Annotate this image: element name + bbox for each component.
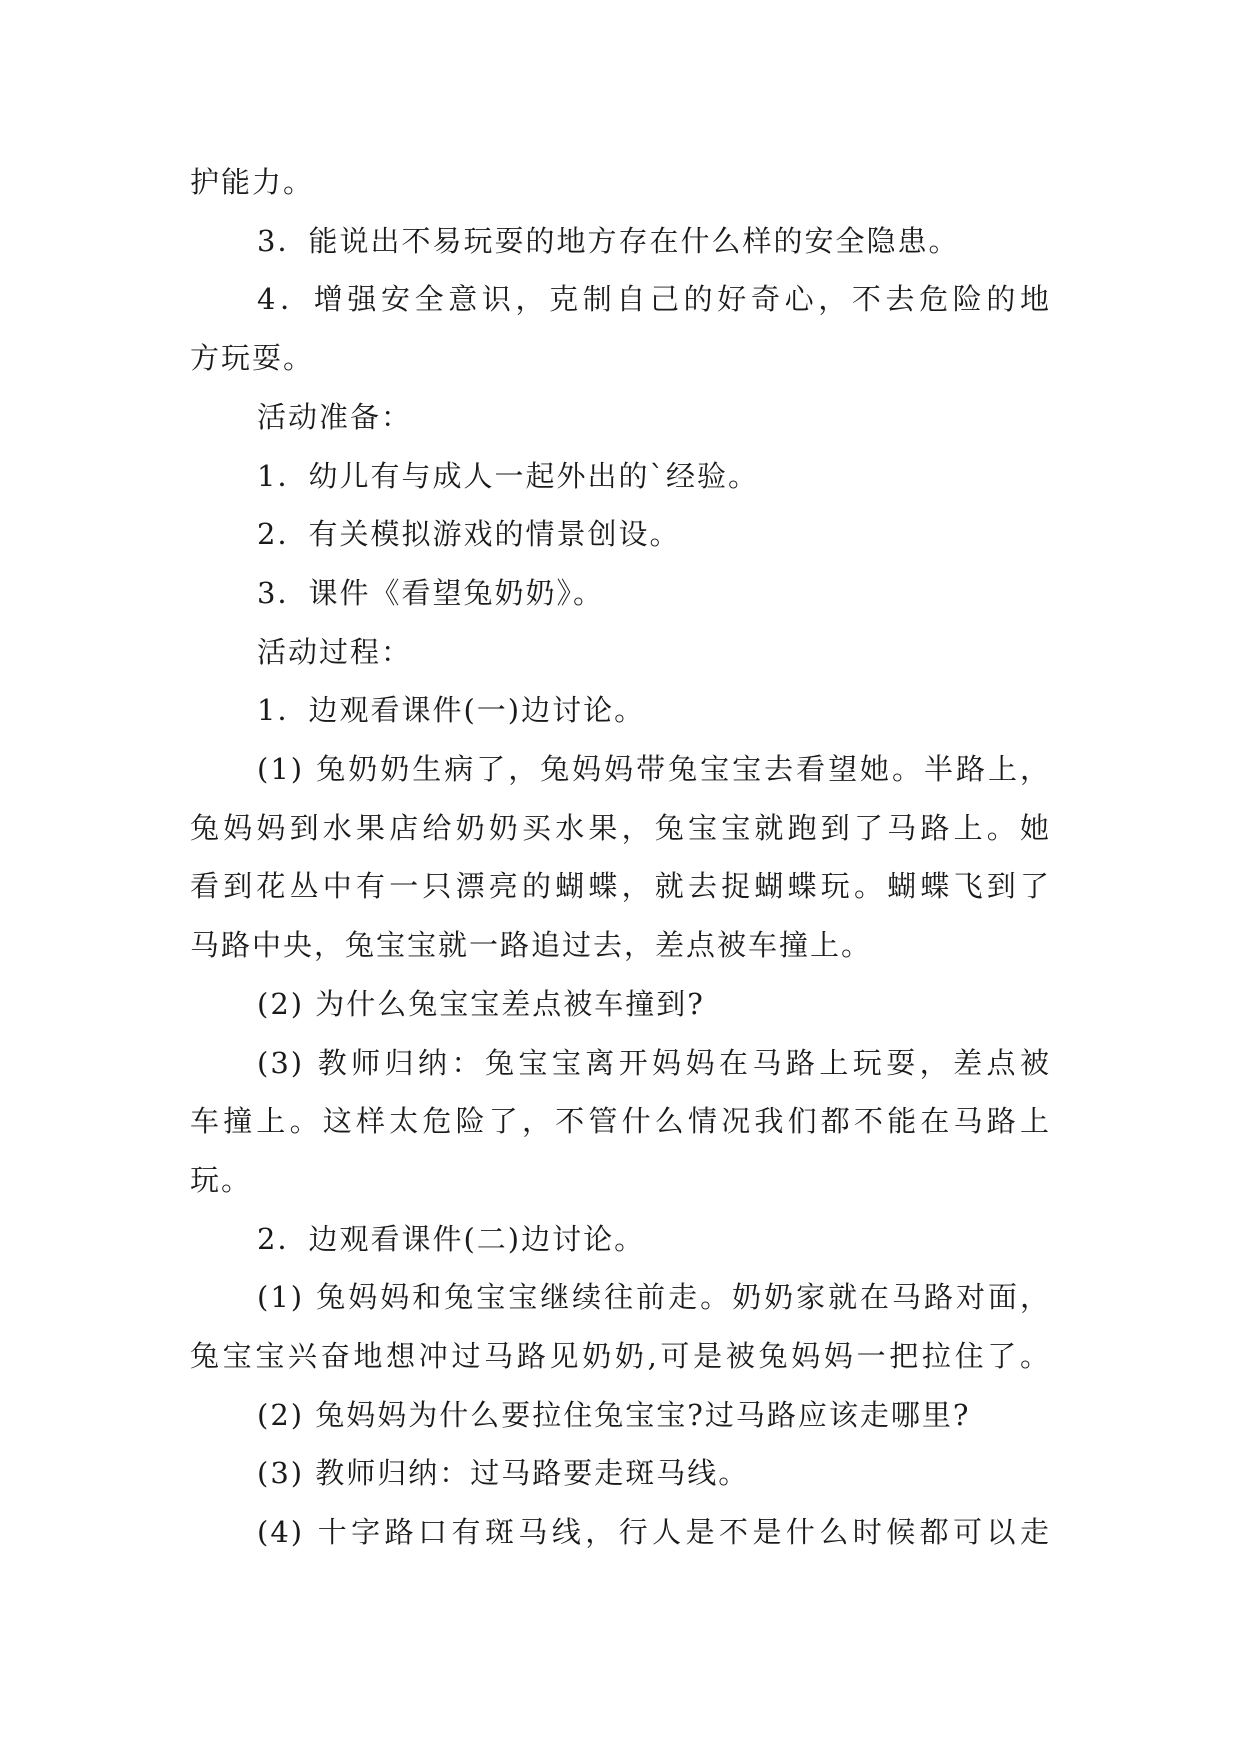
text-line: 活动准备： bbox=[257, 400, 413, 434]
text-line: 3．能说出不易玩耍的地方存在什么样的安全隐患。 bbox=[257, 224, 960, 258]
text-line: 4．增强安全意识，克制自己的好奇心，不去危险的地 bbox=[257, 282, 1051, 316]
text-line: (3) 教师归纳：过马路要走斑马线。 bbox=[257, 1456, 750, 1490]
text-line: (1) 兔妈妈和兔宝宝继续往前走。奶奶家就在马路对面， bbox=[257, 1280, 1051, 1314]
text-line: 马路中央，兔宝宝就一路追过去，差点被车撞上。 bbox=[190, 928, 873, 962]
text-line: (3) 教师归纳：兔宝宝离开妈妈在马路上玩耍，差点被 bbox=[257, 1046, 1051, 1080]
text-line: 2．边观看课件(二)边讨论。 bbox=[257, 1222, 646, 1256]
text-line: 3．课件《看望兔奶奶》。 bbox=[257, 576, 604, 610]
text-line: 方玩耍。 bbox=[190, 341, 315, 375]
text-line: (4) 十字路口有斑马线，行人是不是什么时候都可以走 bbox=[257, 1515, 1051, 1549]
text-line: 1．边观看课件(一)边讨论。 bbox=[257, 693, 646, 727]
text-line: 车撞上。这样太危险了，不管什么情况我们都不能在马路上 bbox=[190, 1104, 1051, 1138]
text-line: 2．有关模拟游戏的情景创设。 bbox=[257, 517, 681, 551]
text-line: 护能力。 bbox=[190, 165, 315, 199]
text-line: (2) 为什么兔宝宝差点被车撞到? bbox=[257, 987, 705, 1021]
text-line: 看到花丛中有一只漂亮的蝴蝶，就去捉蝴蝶玩。蝴蝶飞到了 bbox=[190, 869, 1051, 903]
text-line: 兔宝宝兴奋地想冲过马路见奶奶,可是被兔妈妈一把拉住了。 bbox=[190, 1339, 1051, 1373]
text-line: 1．幼儿有与成人一起外出的`经验。 bbox=[257, 459, 759, 493]
text-line: (1) 兔奶奶生病了，兔妈妈带兔宝宝去看望她。半路上， bbox=[257, 752, 1051, 786]
text-line: 玩。 bbox=[190, 1163, 253, 1197]
text-line: 活动过程： bbox=[257, 635, 413, 669]
text-line: 兔妈妈到水果店给奶奶买水果，兔宝宝就跑到了马路上。她 bbox=[190, 811, 1051, 845]
text-line: (2) 兔妈妈为什么要拉住兔宝宝?过马路应该走哪里? bbox=[257, 1398, 971, 1432]
